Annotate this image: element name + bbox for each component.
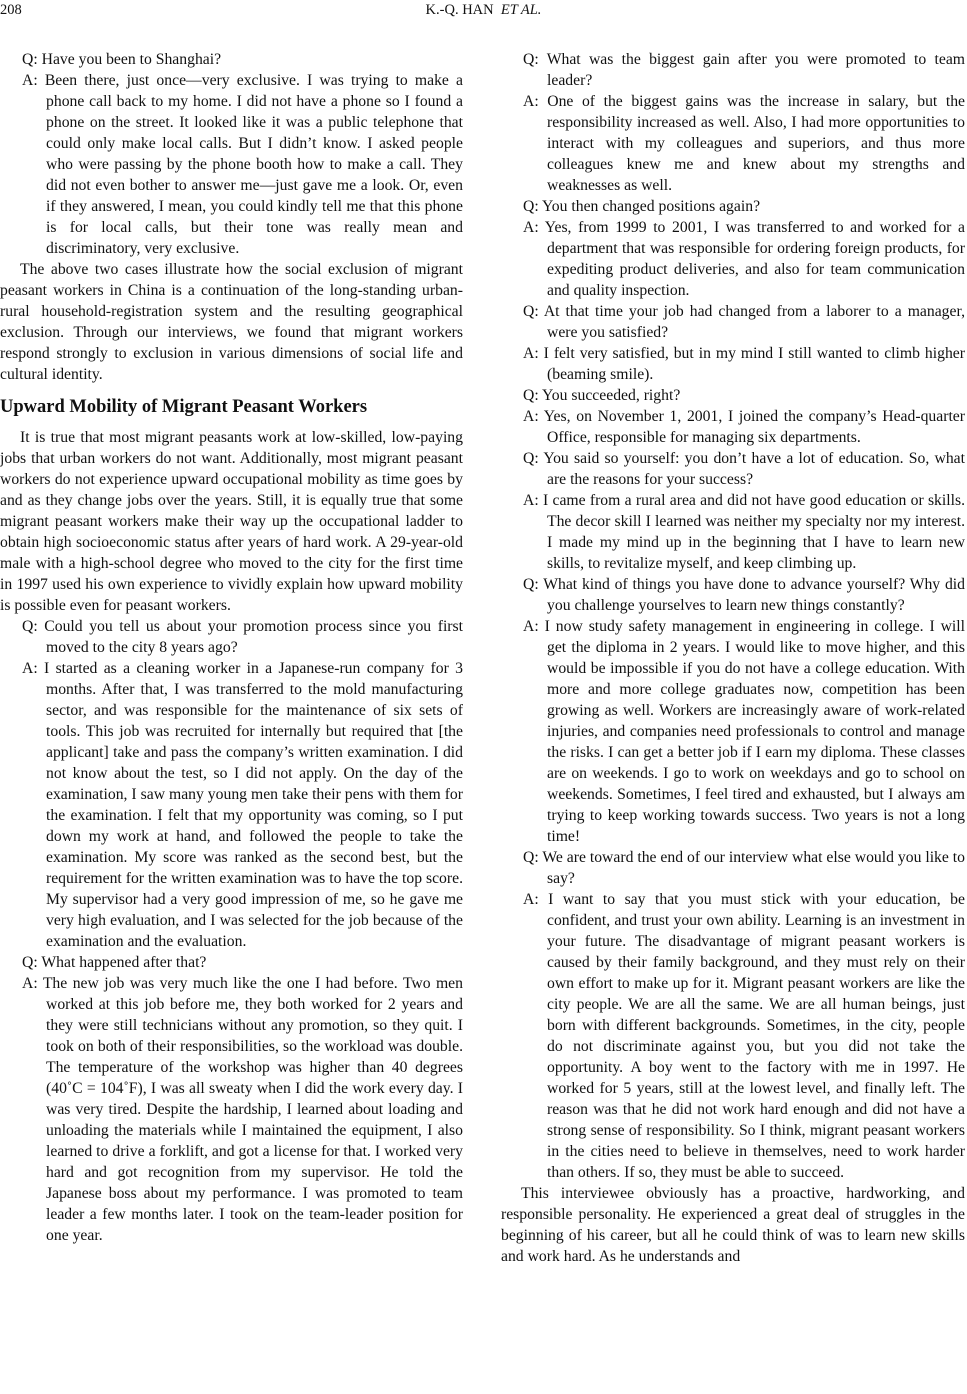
page-number: 208	[0, 2, 22, 18]
interview-exchange: Q: We are toward the end of our interview what else would you like to say?	[523, 849, 965, 887]
running-title	[0, 2, 967, 19]
running-title-author: K.-Q. HAN	[425, 2, 494, 18]
body-paragraph: It is true that most migrant peasants work at low-skilled, low-paying jobs that urban workers do not want. Additionally, most migrant peasant workers do not experience upward occupational mobility as time goes by and as they change jobs over the years. Still, it is equally true that some migrant peasant workers make their way up the occupational ladder to obtain high socioeconomic status after years of hard work. A 29-year-old male with a high-school degree who moved to the city for the first time in 1997 used his own experience to vividly explain how upward mobility is possible even for peasant workers.	[0, 429, 463, 614]
interview-exchange: Q: At that time your job had changed from a laborer to a manager, were you satisfied?	[523, 303, 965, 341]
interview-exchange: Q: What kind of things you have done to advance yourself? Why did you challenge yourselves to learn new things constantly?	[523, 576, 965, 614]
interview-exchange: A: I came from a rural area and did not have good education or skills. The decor skill I learned was neither my specialty nor my interest. I made my mind up in the beginning that I have to learn new skills, to revitalize myself, and keep climbing up.	[523, 492, 965, 572]
interview-exchange: A: I now study safety management in engineering in college. I will get the diploma in 2 years. I would like to move higher, and this would be impossible if you do not have a college education. With more and more college graduates now, competition has been growing as well. Workers are increasingly aware of work-related injuries, and companies need professionals to control and manage the risks. I can get a better job if I earn my diploma. These classes are on weekends. I go to work on weekdays and go to school on weekends. Sometimes, I feel tired and exhausted, but I always am trying to keep working towards success. Two years is not a long time!	[523, 618, 965, 845]
right-column	[501, 49, 965, 1267]
body-paragraph: This interviewee obviously has a proactive, hardworking, and responsible personality. He experienced a great deal of struggles in the beginning of his career, but all he could think of was to learn new skills and work hard. As he understands and	[501, 1185, 965, 1265]
interview-exchange: Q: Have you been to Shanghai?	[22, 51, 222, 68]
interview-exchange: A: Yes, from 1999 to 2001, I was transferred to and worked for a department that was responsible for ordering foreign products, for expediting product deliveries, and also for team communication and quality inspection.	[523, 219, 965, 299]
interview-exchange: Q: You then changed positions again?	[523, 198, 761, 215]
interview-exchange: A: The new job was very much like the one I had before. Two men worked at this job before me, they both worked for 2 years and they were still technicians without any promotion, so they quit. I took on both of their responsibilities, so the workload was double. The temperature of the workshop was higher than 40 degrees (40˚C = 104˚F), I was all sweaty when I did the work every day. I was very tired. Despite the hardship, I learned about loading and unloading the materials while I maintained the equipment, I also learned to drive a forklift, and got a license for that. I worked very hard and got recognition from my supervisor. He told the Japanese boss about my performance. I was promoted to team leader a few months later. I took on the team-leader position for one year.	[22, 975, 463, 1244]
running-header	[0, 2, 967, 24]
interview-exchange: A: Been there, just once—very exclusive. I was trying to make a phone call back to my home. I did not have a phone so I found a phone on the street. It looked like it was a public telephone that could only make local calls. But I didn’t know. I asked people who were passing by the phone booth how to make a call. They did not even bother to answer me—just gave me a look. Or, even if they answered, I mean, you could kindly tell me that this phone is for local calls, but their tone was really mean and discriminatory, very exclusive.	[22, 72, 463, 257]
body-paragraph: The above two cases illustrate how the social exclusion of migrant peasant workers in China is a continuation of the long-standing urban-rural household-registration system and the resulting geographical exclusion. Through our interviews, we found that migrant workers respond strongly to exclusion in various dimensions of social life and cultural identity.	[0, 261, 463, 383]
interview-exchange: A: I want to say that you must stick with your education, be confident, and trust your own ability. Learning is an investment in your future. The disadvantage of migrant peasant workers is caused by their family background, and they must rely on their own effort to make up for it. Migrant peasant workers are like the city people. We are all the same. We are all human beings, just born with different backgrounds. Sometimes, in the city, people do not discriminate against you, but you did not take the opportunity. A boy went to the factory with me in 1997. He worked for 5 years, still at the lowest level, and finally left. The reason was that he did not work hard enough and did not have a strong sense of responsibility. So I think, migrant peasant workers in the cities need to believe in themselves, need to work harder than others. If so, they must be able to succeed.	[523, 891, 965, 1181]
interview-exchange: Q: What was the biggest gain after you were promoted to team leader?	[523, 51, 965, 89]
interview-exchange: Q: Could you tell us about your promotion process since you first moved to the city 8 years ago?	[22, 618, 463, 656]
interview-exchange: A: One of the biggest gains was the increase in salary, but the responsibility increased as well. Also, I had more opportunities to interact with my colleagues and superiors, and thus more colleagues knew me and knew about my strengths and weaknesses as well.	[523, 93, 965, 194]
interview-exchange: Q: You said so yourself: you don’t have a lot of education. So, what are the reasons for your success?	[523, 450, 965, 488]
interview-exchange: Q: You succeeded, right?	[523, 387, 681, 404]
section-heading: Upward Mobility of Migrant Peasant Workers	[0, 397, 368, 417]
interview-exchange: Q: What happened after that?	[22, 954, 207, 971]
interview-exchange: A: I felt very satisfied, but in my mind I still wanted to climb higher (beaming smile).	[523, 345, 965, 383]
interview-exchange: A: I started as a cleaning worker in a Japanese-run company for 3 months. After that, I was transferred to the mold manufacturing sector, and was responsible for the maintenance of six sets of tools. This job was recruited for internally but required that [the applicant] take and pass the company’s written examination. I did not know about the test, so I did not apply. On the day of the examination, I saw many young men take their pens with them for the examination. I felt that my opportunity was coming, so I put down my work at hand, and followed the people to take the examination. My score was ranked as the second best, but the requirement for the written examination was to have the top score. My supervisor had a very good impression of me, so he gave me very high evaluation, and I was selected for the job because of the examination and the evaluation.	[22, 660, 463, 950]
interview-exchange: A: Yes, on November 1, 2001, I joined the company’s Head-quarter Office, responsible for managing six departments.	[523, 408, 965, 446]
left-column	[0, 49, 463, 1246]
running-title-etal: ET AL.	[500, 2, 542, 18]
